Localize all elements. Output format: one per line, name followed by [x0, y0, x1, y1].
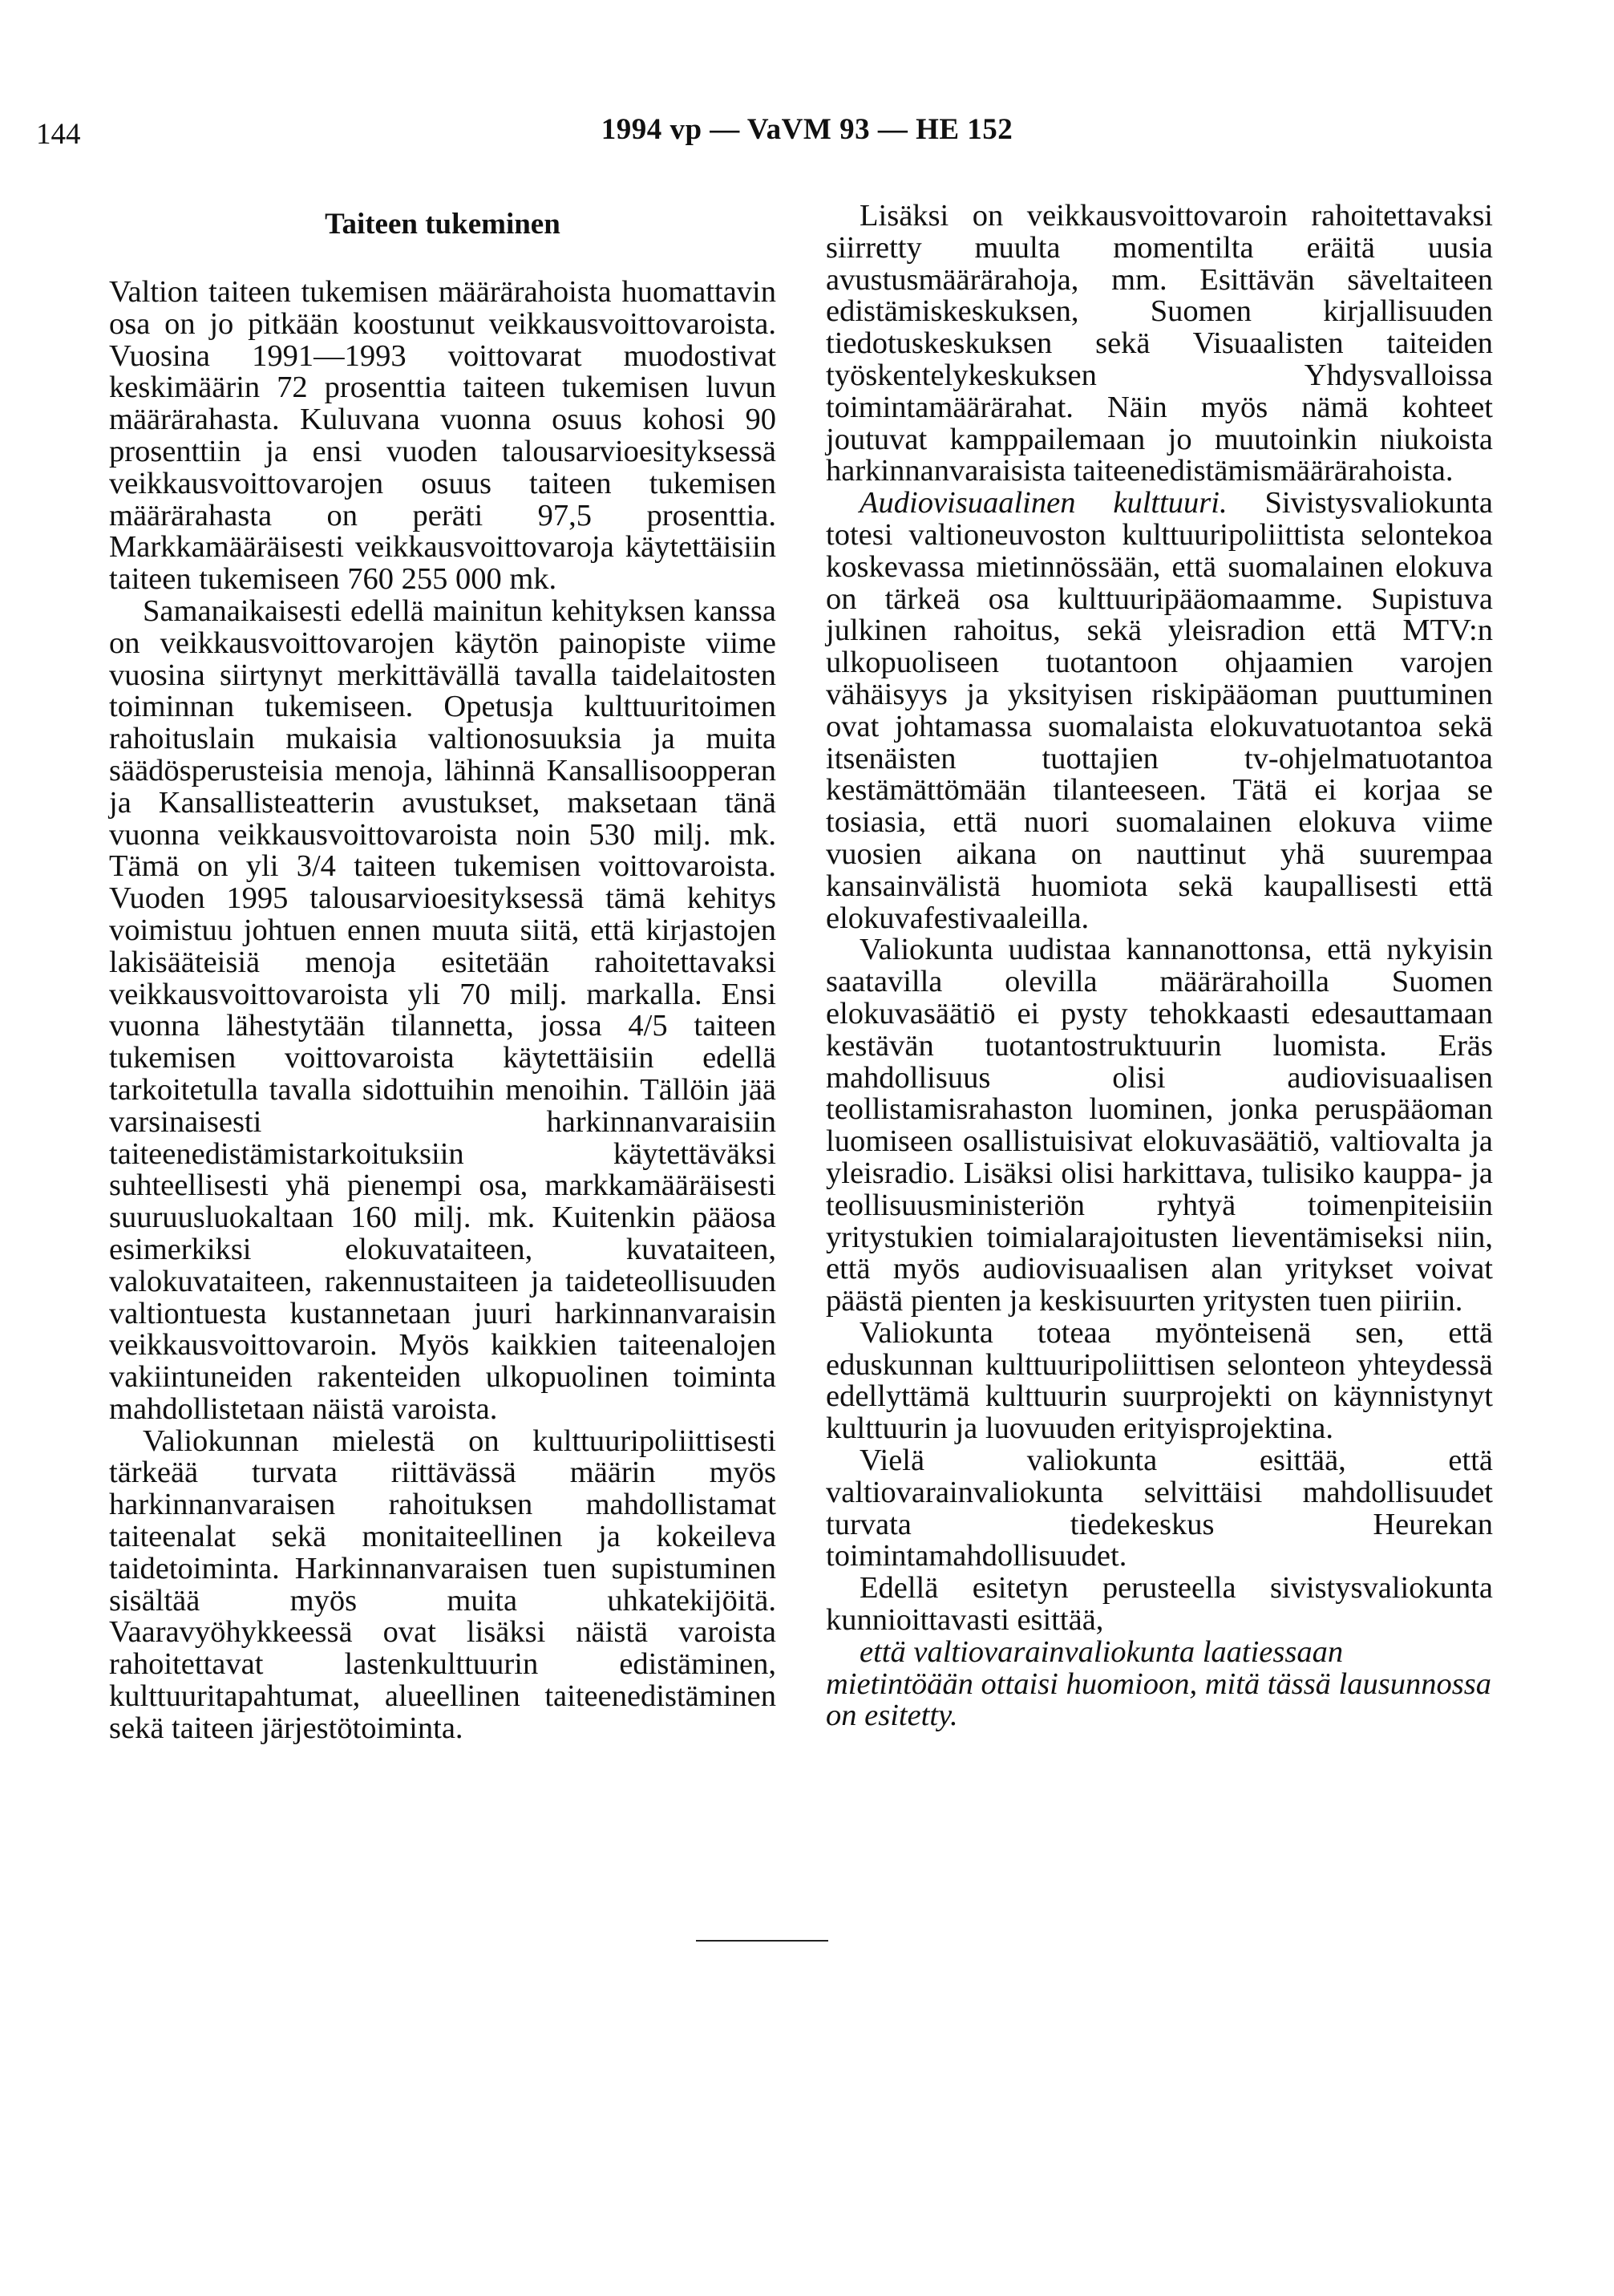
paragraph: Valiokunta uudistaa kannanottonsa, että nykyisin saatavilla olevilla määrärahoilla Suomen elokuvasäätiö ei pysty tehokkaasti edesauttamaan kestävän tuotantostruktuurin luomista. Eräs mahdollisuus olisi audiovisuaalisen teollistamisrahaston luominen, jonka peruspääoman luomiseen osallistuisivat elokuvasäätiö, valtiovalta ja yleisradio. Lisäksi olisi harkittava, tulisiko kauppa- ja teollisuusministeriön ryhtyä toimenpiteisiin yritystukien toimialarajoitusten lieventämiseksi niin, että myös audiovisuaalisen alan yritykset voivat päästä pienten ja keskisuurten yritysten tuen piiriin.	[826, 933, 1493, 1318]
paragraph: Samanaikaisesti edellä mainitun kehityksen kanssa on veikkausvoittovarojen käytön painopiste viime vuosina siirtynyt merkittävällä tavalla taidelaitosten toiminnan tukemiseen. Opetusja kulttuuritoimen rahoituslain mukaisia valtionosuuksia ja muita säädösperusteisia menoja, lähinnä Kansallisoopperan ja Kansallisteatterin avustukset, maksetaan tänä vuonna veikkausvoittovaroista noin 530 milj. mk. Tämä on yli 3/4 taiteen tukemisen voittovaroista. Vuoden 1995 talousarvioesityksessä tämä kehitys voimistuu johtuen ennen muuta siitä, että kirjastojen lakisääteisiä menoja esitetään rahoitettavaksi veikkausvoittovaroista yli 70 milj. markalla. Ensi vuonna lähestytään tilannetta, jossa 4/5 taiteen tukemisen voittovaroista käytettäisiin edellä tarkoitetulla tavalla sidottuihin menoihin. Tällöin jää varsinaisesti harkinnanvaraisiin taiteenedistämistarkoituksiin käytettäväksi suhteellisesti yhä pienempi osa, markkamääräisesti suuruusluokaltaan 160 milj. mk. Kuitenkin pääosa esimerkiksi elokuvataiteen, kuvataiteen, valokuvataiteen, rakennustaiteen ja taideteollisuuden valtiontuesta kustannetaan juuri harkinnanvaraisin veikkausvoittovaroin. Myös kaikkien taiteenalojen vakiintuneiden rakenteiden ulkopuolinen toiminta mahdollistetaan näistä varoista.	[109, 593, 776, 1426]
paragraph: Vielä valiokunta esittää, että valtiovarainvaliokunta selvittäisi mahdollisuudet turvata tiedekeskus Heurekan toimintamahdollisuudet.	[826, 1444, 1493, 1573]
section-lead-in: Audiovisuaalinen kulttuuri.	[860, 486, 1228, 520]
paragraph: Valtion taiteen tukemisen määrärahoista huomattavin osa on jo pitkään koostunut veikkausvoittovaroista. Vuosina 1991—1993 voittovarat muodostivat keskimäärin 72 prosenttia taiteen tukemisen luvun määrärahasta. Kuluvana vuonna osuus kohosi 90 prosenttiin ja ensi vuoden talousarvioesityksessä veikkausvoittovarojen osuus taiteen tukemisen määrärahasta on peräti 97,5 prosenttia. Markkamääräisesti veikkausvoittovaroja käytettäisiin taiteen tukemiseen 760 255 000 mk.	[109, 275, 776, 597]
right-column	[826, 200, 1493, 1732]
running-header: 1994 vp — VaVM 93 — HE 152	[601, 113, 1013, 146]
paragraph-audiovisual	[826, 488, 1493, 934]
page-number: 144	[36, 118, 81, 151]
proposal-statement: että valtiovarainvaliokunta laatiessaan mietintöään ottaisi huomioon, mitä tässä lausunnossa on esitetty.	[826, 1634, 1491, 1733]
paragraph: Valiokunnan mielestä on kulttuuripoliittisesti tärkeää turvata riittävässä määrin myös harkinnanvaraisen rahoituksen mahdollistamat taiteenalat sekä monitaiteellinen ja kokeileva taidetoiminta. Harkinnanvaraisen tuen supistuminen sisältää myös muita uhkatekijöitä. Vaaravyöhykkeessä ovat lisäksi näistä varoista rahoitettavat lastenkulttuurin edistäminen, kulttuuritapahtumat, alueellinen taiteenedistäminen sekä taiteen järjestötoiminta.	[109, 1423, 776, 1745]
section-heading: Taiteen tukeminen	[325, 208, 560, 241]
paragraph: Valiokunta toteaa myönteisenä sen, että eduskunnan kulttuuripoliittisen selonteon yhteydessä edellyttämä kulttuurin suurprojekti on käynnistynyt kulttuurin ja luovuuden erityisprojektina.	[826, 1315, 1493, 1446]
paragraph: Lisäksi on veikkausvoittovaroin rahoitettavaksi siirretty muulta momentilta eräitä uusia avustusmäärärahoja, mm. Esittävän säveltaiteen edistämiskeskuksen, Suomen kirjallisuuden tiedotuskeskuksen sekä Visuaalisten taiteiden työskentelykeskuksen Yhdysvalloissa toimintamäärärahat. Näin myös nämä kohteet joutuvat kamppailemaan jo muutoinkin niukoista harkinnanvaraisista taiteenedistämismäärärahoista.	[826, 199, 1493, 488]
paragraph: Edellä esitetyn perusteella sivistysvaliokunta kunnioittavasti esittää,	[826, 1571, 1493, 1638]
end-rule	[696, 1940, 828, 1942]
left-column	[109, 200, 776, 1745]
paragraph-text: Sivistysvaliokunta totesi valtioneuvoston kulttuuripoliittista selontekoa koskevassa mietinnössään, että suomalainen elokuva on tärkeä osa kulttuuripääomaamme. Supistuva julkinen rahoitus, sekä yleisradion että MTV:n ulkopuoliseen tuotantoon ohjaamien varojen vähäisyys ja yksityisen riskipääoman puuttuminen ovat johtamassa suomalaista elokuvatuotantoa sekä itsenäisten tuottajien tv-ohjelmatuotantoa kestämättömään tilanteeseen. Tätä ei korjaa se tosiasia, että nuori suomalainen elokuva viime vuosien aikana on nauttinut yhä suurempaa kansainvälistä huomiota sekä kaupallisesti että elokuvafestivaaleilla.	[826, 486, 1493, 935]
